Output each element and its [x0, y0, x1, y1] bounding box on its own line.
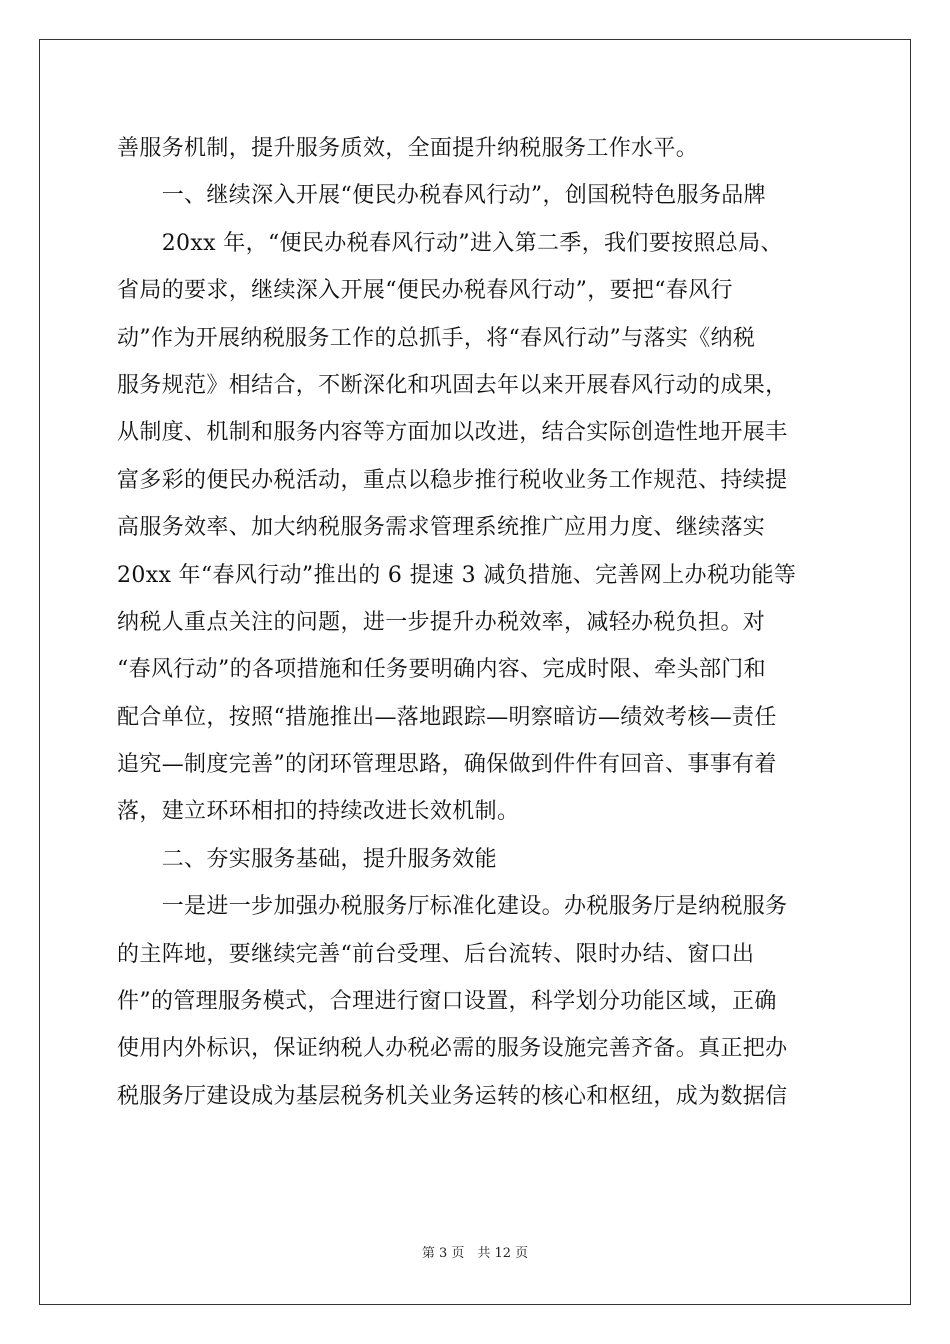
text-line: 服务规范》相结合，不断深化和巩固去年以来开展春风行动的成果， [117, 372, 788, 398]
text-line: 税服务厅建设成为基层税务机关业务运转的核心和枢纽，成为数据信 [117, 1083, 788, 1109]
text-line: 善服务机制，提升服务质效，全面提升纳税服务工作水平。 [117, 136, 699, 161]
text-line: 省局的要求，继续深入开展“便民办税春风行动”，要把“春风行 [117, 278, 733, 304]
text-line: 追究—制度完善”的闭环管理思路，确保做到件件有回音、事事有着 [117, 752, 777, 778]
text-line: 的主阵地，要继续完善“前台受理、后台流转、限时办结、窗口出 [117, 941, 755, 967]
text-line: 使用内外标识，保证纳税人办税必需的服务设施完善齐备。真正把办 [117, 1036, 788, 1062]
text-line: 高服务效率、加大纳税服务需求管理系统推广应用力度、继续落实 [117, 515, 766, 541]
text-line: 配合单位，按照“措施推出—落地跟踪—明察暗访—绩效考核—责任 [117, 704, 777, 730]
text-line: 件”的管理服务模式，合理进行窗口设置，科学划分功能区域，正确 [117, 989, 777, 1015]
text-line: 落，建立环环相扣的持续改进长效机制。 [117, 799, 520, 825]
text-line: “春风行动”的各项措施和任务要明确内容、完成时限、牵头部门和 [117, 657, 766, 683]
section-heading: 一、继续深入开展“便民办税春风行动”，创国税特色服务品牌 [117, 183, 766, 209]
text-line: 从制度、机制和服务内容等方面加以改进，结合实际创造性地开展丰 [117, 420, 788, 446]
section-heading: 二、夯实服务基础，提升服务效能 [117, 846, 497, 872]
text-line: 20xx 年“春风行动”推出的 6 提速 3 减负措施、完善网上办税功能等 [117, 562, 797, 588]
text-line: 20xx 年，“便民办税春风行动”进入第二季，我们要按照总局、 [117, 230, 783, 256]
page-number: 第 3 页 共 12 页 [421, 1246, 529, 1261]
document-body [117, 125, 837, 1120]
text-line: 纳税人重点关注的问题，进一步提升办税效率，减轻办税负担。对 [117, 609, 766, 635]
text-line: 富多彩的便民办税活动，重点以稳步推行税收业务工作规范、持续提 [117, 467, 788, 493]
text-line: 一是进一步加强办税服务厅标准化建设。办税服务厅是纳税服务 [117, 894, 788, 920]
text-line: 动”作为开展纳税服务工作的总抓手，将“春风行动”与落实《纳税 [117, 325, 756, 351]
